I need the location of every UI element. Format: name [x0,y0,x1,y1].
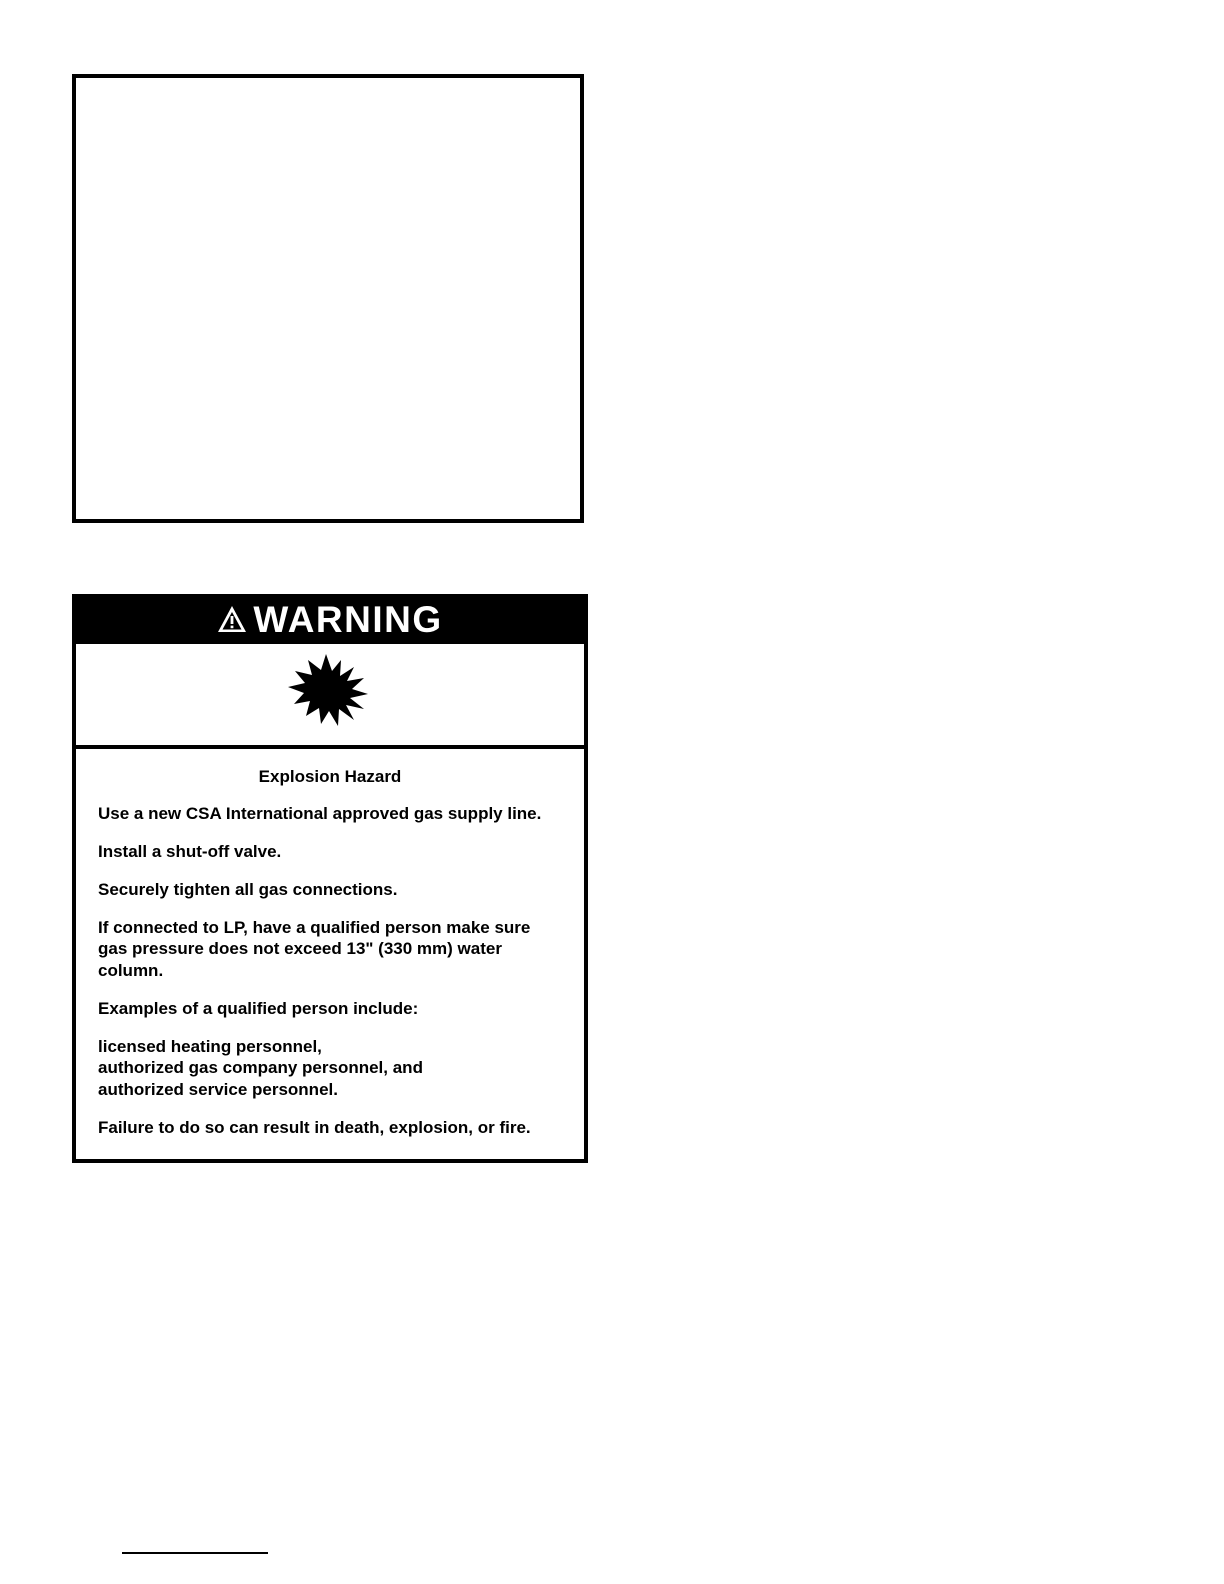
warning-pictogram-area [72,644,588,749]
warning-example-item: authorized service personnel. [98,1080,338,1100]
warning-example-item: licensed heating personnel, [98,1036,322,1056]
warning-examples-list [98,1036,562,1101]
warning-example-item: authorized gas company personnel, and [98,1058,423,1078]
warning-line-examples-intro: Examples of a qualified person include: [98,998,419,1018]
explosion-burst-icon [280,654,380,735]
warning-body [72,749,588,1163]
warning-line-shutoff-valve: Install a shut-off valve. [98,842,282,862]
illustration-placeholder-box [72,74,584,523]
warning-line-lp-pressure: If connected to LP, have a qualified person make sure gas pressure does not exceed 13" (330 mm) water column. [98,917,531,981]
warning-header [72,594,588,644]
warning-line-failure: Failure to do so can result in death, explosion, or fire. [98,1117,531,1137]
footer-rule [122,1552,268,1554]
warning-line-gas-supply: Use a new CSA International approved gas supply line. [98,804,542,824]
warning-line-tighten-connections: Securely tighten all gas connections. [98,879,398,899]
warning-label: WARNING [253,598,443,640]
warning-panel [72,594,588,1163]
warning-triangle-icon [217,605,247,633]
hazard-title: Explosion Hazard [258,767,402,786]
